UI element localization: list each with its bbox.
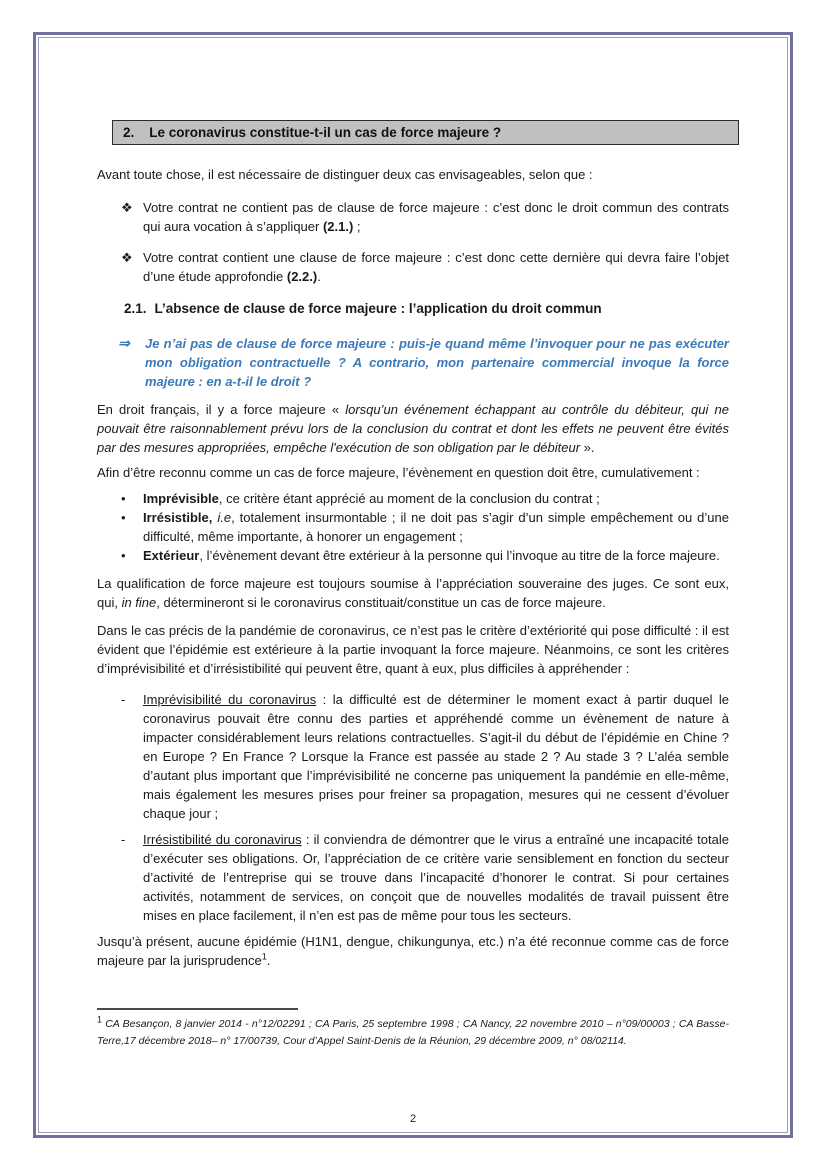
- list-item: [121, 508, 729, 546]
- footnote-section: [97, 1008, 729, 1050]
- list-item: [121, 198, 729, 236]
- case-1-end: ;: [353, 219, 361, 234]
- analysis-text: [143, 830, 729, 925]
- page-number: 2: [409, 1113, 417, 1125]
- qualification-end: , détermineront si le coronavirus constituait/constitue un cas de force majeure.: [156, 595, 606, 610]
- footnote-body: CA Besançon, 8 janvier 2014 - n°12/02291 ; CA Paris, 25 septembre 1998 ; CA Nancy, 22 novembre 2010 – n°09/00003 ; CA Basse-Terre,17 décembre 2018– n° 17/00739, Cour d’Appel Saint-Denis de la Réunion, 29 décembre 2009, n° 08/02114.: [97, 1018, 729, 1047]
- question-text: Je n’ai pas de clause de force majeure : puis-je quand même l’invoquer pour ne pas exécuter mon obligation contractuelle ? A contrario, mon partenaire commercial invoque la force majeure : en a-t-il le droit ?: [145, 336, 729, 389]
- section-number: 2.: [123, 125, 135, 140]
- analysis-2-term: Irrésistibilité du coronavirus: [143, 832, 302, 847]
- criterion-text: [143, 489, 729, 508]
- case-item-text: [143, 248, 729, 286]
- criteria-list: [97, 489, 729, 565]
- subsection-heading: [124, 299, 729, 319]
- analysis-1-rest: : la difficulté est de déterminer le moment exact à partir duquel le coronavirus pouvait être connu des parties et appréhendé comme un évènement de nature à impacter considérablement leurs relations contractuelles. S’agit-il du début de l’épidémie en Chine ? en Europe ? En France ? Lorsque la France est passée au stade 2 ? Au stade 3 ? L’aléa semble d’autant plus important que l’imprévisibilité ne concerne pas uniquement la pandémie en elle-même, mais également les mesures prises pour freiner sa propagation, mesures qui ne cessent d’évoluer chaque jour ;: [143, 692, 730, 821]
- section-title: Le coronavirus constitue-t-il un cas de force majeure ?: [149, 125, 502, 140]
- criterion-2-term: Irrésistible,: [143, 510, 213, 525]
- definition-lead: En droit français, il y a force majeure «: [97, 402, 346, 417]
- conclusion-paragraph: [97, 932, 729, 970]
- round-bullet-icon: •: [121, 548, 126, 563]
- criterion-text: [143, 508, 729, 546]
- qualification-lead: La qualification de force majeure est toujours soumise à l’appréciation souveraine des juges. Ce sont eux, qui,: [97, 576, 729, 610]
- round-bullet-icon: •: [121, 491, 126, 506]
- case-item-text: [143, 198, 729, 236]
- case-list: [97, 198, 729, 286]
- list-item: [121, 690, 729, 823]
- definition-end: ».: [580, 440, 595, 455]
- subsection-title: L’absence de clause de force majeure : l’application du droit commun: [154, 301, 602, 316]
- criterion-2-rest: , totalement insurmontable ; il ne doit pas s’agir d’un simple empêchement ou d’une difficulté, même importante, à honorer un engagement ;: [143, 510, 729, 544]
- round-bullet-icon: •: [121, 510, 126, 525]
- section-heading-box: [112, 120, 739, 145]
- criterion-1-rest: , ce critère étant apprécié au moment de la conclusion du contrat ;: [218, 491, 600, 506]
- conclusion-end: .: [266, 953, 271, 968]
- intro-paragraph: Avant toute chose, il est nécessaire de distinguer deux cas envisageables, selon que :: [97, 167, 593, 182]
- criterion-3-term: Extérieur: [143, 548, 200, 563]
- definition-quote: lorsqu’un événement échappant au contrôle du débiteur, qui ne pouvait être raisonnablement prévu lors de la conclusion du contrat et dont les effets ne peuvent être évités par des mesures appropriées, empêche l'exécution de son obligation par le débiteur: [97, 402, 730, 455]
- analysis-1-term: Imprévisibilité du coronavirus: [143, 692, 317, 707]
- footnote-reference: 1: [261, 951, 267, 962]
- analysis-text: [143, 690, 729, 823]
- footnote-text: [97, 1016, 729, 1050]
- subsection-number: 2.1.: [124, 301, 147, 316]
- criteria-intro-paragraph: Afin d’être reconnu comme un cas de force majeure, l’évènement en question doit être, cumulativement :: [97, 465, 700, 480]
- question-paragraph: [118, 334, 729, 391]
- list-item: [121, 830, 729, 925]
- case-2-text: Votre contrat contient une clause de force majeure : c’est donc cette dernière qui devra faire l’objet d’une étude approfondie: [143, 250, 729, 284]
- case-1-ref: (2.1.): [322, 219, 354, 234]
- criterion-3-rest: , l’évènement devant être extérieur à la personne qui l’invoque au titre de la force majeure.: [199, 548, 720, 563]
- document-content: [36, 35, 790, 1135]
- conclusion-text: Jusqu’à présent, aucune épidémie (H1N1, dengue, chikungunya, etc.) n’a été reconnue comme cas de force majeure par la jurisprudence: [97, 934, 729, 968]
- page-border-frame: [33, 32, 793, 1138]
- pandemic-paragraph: Dans le cas précis de la pandémie de coronavirus, ce n’est pas le critère d’extériorité qui pose difficulté : il est évident que l’épidémie est extérieure à la partie invoquant la force majeure. Néanmoins, ce sont les critères d’imprévisibilité et d’irrésistibilité qui peuvent être, quant à eux, plus difficiles à appréhender :: [97, 623, 729, 676]
- list-item: [121, 489, 729, 508]
- footnote-separator-line: [97, 1008, 298, 1010]
- case-1-text: Votre contrat ne contient pas de clause de force majeure : c’est donc le droit commun des contrats qui aura vocation à s’appliquer: [143, 200, 729, 234]
- list-item: [121, 546, 729, 565]
- definition-paragraph: [97, 400, 729, 457]
- dash-bullet-icon: -: [121, 692, 126, 707]
- diamond-bullet-icon: ❖: [121, 250, 133, 265]
- case-2-end: .: [317, 269, 321, 284]
- criterion-1-term: Imprévisible: [143, 491, 219, 506]
- criterion-2-latin: i.e: [212, 510, 232, 525]
- arrow-icon: ⇒: [118, 335, 130, 351]
- footnote-number: 1: [97, 1014, 103, 1025]
- list-item: [121, 248, 729, 286]
- criterion-text: [143, 546, 729, 565]
- case-2-ref: (2.2.): [286, 269, 318, 284]
- qualification-paragraph: [97, 574, 729, 612]
- dash-bullet-icon: -: [121, 832, 126, 847]
- analysis-2-rest: : il conviendra de démontrer que le virus a entraîné une incapacité totale d’exécuter ses obligations. Or, l’appréciation de ce critère varie sensiblement en fonction du secteur d’activité de l’entreprise qui se trouve dans l’incapacité d’honorer le contrat. Si pour certaines activités, notamment de services, on conçoit que de nouvelles modalités de travail puissent être mises en place facilement, il n’en est pas de même pour tous les secteurs.: [143, 832, 729, 923]
- diamond-bullet-icon: ❖: [121, 200, 133, 215]
- qualification-latin: in fine: [121, 595, 157, 610]
